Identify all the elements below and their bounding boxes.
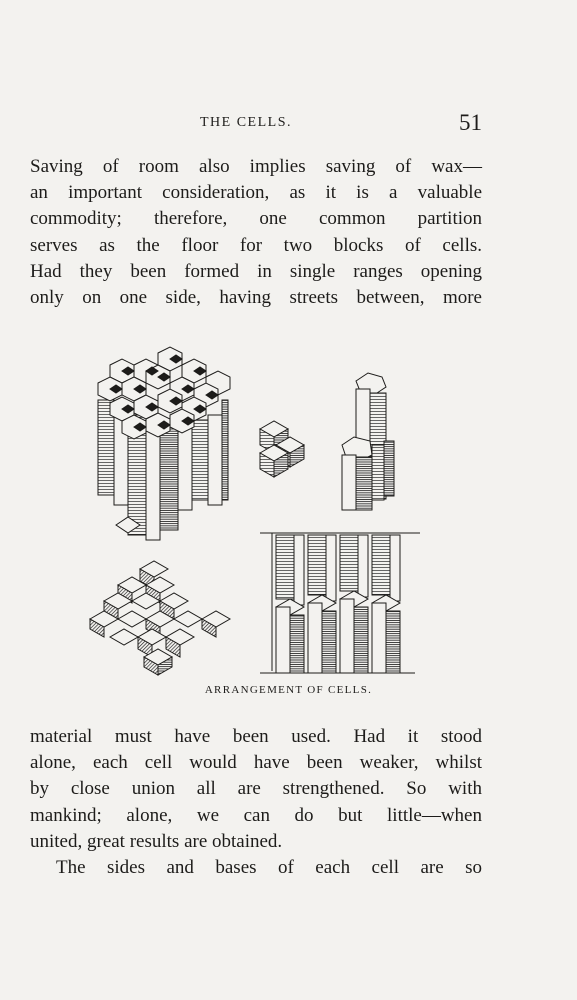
text-line: only on one side, having streets between, more: [30, 286, 482, 308]
text-line: Saving of room also implies saving of wax—: [30, 156, 482, 177]
page-number: 51: [459, 110, 482, 135]
text-line: commodity; therefore, one common partition: [30, 208, 482, 230]
text-line: material must have been used. Had it stood: [30, 726, 482, 747]
text-line: Had they been formed in single ranges opening: [30, 260, 482, 282]
tri-cell-drawing: [260, 421, 304, 477]
cells-illustration: [80, 345, 500, 685]
text-line: an important consideration, as it is a valuable: [30, 182, 482, 204]
text-line: united, great results are obtained.: [30, 830, 283, 852]
text-line: serves as the floor for two blocks of cells.: [30, 234, 482, 256]
text-line: mankind; alone, we can do but little—when: [30, 804, 482, 826]
cross-section-drawing: [260, 533, 420, 673]
paired-cells-drawing: [342, 373, 394, 510]
text-line: The sides and bases of each cell are so: [56, 857, 482, 878]
page-header: [30, 110, 482, 138]
figure-caption: ARRANGEMENT OF CELLS.: [204, 684, 373, 696]
text-line: alone, each cell would have been weaker, whilst: [30, 752, 482, 774]
paragraph-1: [30, 154, 482, 311]
paragraph-2: [30, 724, 482, 855]
running-head: THE CELLS.: [200, 115, 292, 130]
paragraph-3: [30, 855, 482, 881]
text-line: by close union all are strengthened. So with: [30, 778, 482, 800]
comb-block-drawing: [98, 347, 230, 540]
flat-comb-drawing: [90, 561, 230, 675]
